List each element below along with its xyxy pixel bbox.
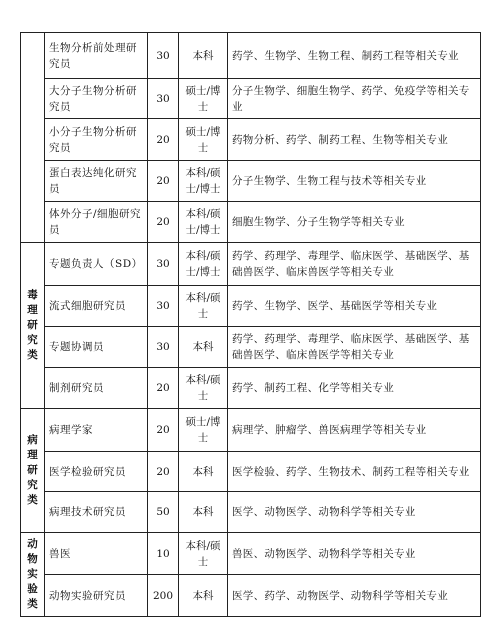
major-cell: 医学、药学、动物医学、动物科学等相关专业 xyxy=(228,575,481,617)
table-row xyxy=(21,452,481,492)
education-cell: 本科/硕士 xyxy=(179,286,228,327)
education-cell: 本科 xyxy=(179,327,228,368)
table-row xyxy=(21,409,481,452)
position-cell: 生物分析前处理研究员 xyxy=(45,33,148,79)
count-cell: 20 xyxy=(148,202,179,243)
major-cell: 兽医、动物医学、动物科学等相关专业 xyxy=(228,533,481,575)
table-row xyxy=(21,202,481,243)
education-cell: 本科 xyxy=(179,492,228,533)
category-label: 毒理研究类 xyxy=(27,289,38,361)
education-cell: 本科 xyxy=(179,575,228,617)
count-cell: 20 xyxy=(148,119,179,161)
major-cell: 药学、制药工程、化学等相关专业 xyxy=(228,368,481,409)
position-cell: 专题负责人（SD） xyxy=(45,243,148,286)
table-row xyxy=(21,492,481,533)
major-cell: 医学、动物医学、动物科学等相关专业 xyxy=(228,492,481,533)
category-cell xyxy=(21,533,45,617)
education-cell: 本科 xyxy=(179,33,228,79)
category-cell xyxy=(21,409,45,533)
education-cell: 硕士/博士 xyxy=(179,119,228,161)
position-cell: 小分子生物分析研究员 xyxy=(45,119,148,161)
position-cell: 流式细胞研究员 xyxy=(45,286,148,327)
education-cell: 本科/硕士/博士 xyxy=(179,202,228,243)
major-cell: 分子生物学、生物工程与技术等相关专业 xyxy=(228,161,481,202)
count-cell: 50 xyxy=(148,492,179,533)
table-row xyxy=(21,33,481,79)
major-cell: 医学检验、药学、生物技术、制药工程等相关专业 xyxy=(228,452,481,492)
recruitment-table xyxy=(20,32,481,617)
count-cell: 30 xyxy=(148,33,179,79)
table-row xyxy=(21,119,481,161)
education-cell: 本科/硕士/博士 xyxy=(179,243,228,286)
major-cell: 病理学、肿瘤学、兽医病理学等相关专业 xyxy=(228,409,481,452)
education-cell: 硕士/博士 xyxy=(179,79,228,119)
category-cell xyxy=(21,33,45,243)
table-row xyxy=(21,286,481,327)
position-cell: 病理学家 xyxy=(45,409,148,452)
recruitment-table-body xyxy=(21,33,481,617)
category-label: 病理研究类 xyxy=(27,434,38,506)
count-cell: 20 xyxy=(148,368,179,409)
education-cell: 本科/硕士 xyxy=(179,368,228,409)
category-label: 动物实验类 xyxy=(27,538,38,610)
count-cell: 20 xyxy=(148,409,179,452)
count-cell: 10 xyxy=(148,533,179,575)
position-cell: 制剂研究员 xyxy=(45,368,148,409)
major-cell: 药物分析、药学、制药工程、生物等相关专业 xyxy=(228,119,481,161)
count-cell: 30 xyxy=(148,327,179,368)
table-row xyxy=(21,368,481,409)
table-row xyxy=(21,327,481,368)
position-cell: 专题协调员 xyxy=(45,327,148,368)
major-cell: 药学、生物学、医学、基础医学等相关专业 xyxy=(228,286,481,327)
table-row xyxy=(21,79,481,119)
major-cell: 药学、药理学、毒理学、临床医学、基础医学、基础兽医学、临床兽医学等相关专业 xyxy=(228,327,481,368)
count-cell: 30 xyxy=(148,79,179,119)
count-cell: 20 xyxy=(148,161,179,202)
position-cell: 兽医 xyxy=(45,533,148,575)
position-cell: 动物实验研究员 xyxy=(45,575,148,617)
count-cell: 30 xyxy=(148,286,179,327)
education-cell: 本科/硕士/博士 xyxy=(179,161,228,202)
table-row xyxy=(21,243,481,286)
major-cell: 细胞生物学、分子生物学等相关专业 xyxy=(228,202,481,243)
count-cell: 20 xyxy=(148,452,179,492)
position-cell: 蛋白表达纯化研究员 xyxy=(45,161,148,202)
count-cell: 200 xyxy=(148,575,179,617)
count-cell: 30 xyxy=(148,243,179,286)
table-row xyxy=(21,575,481,617)
education-cell: 本科 xyxy=(179,452,228,492)
position-cell: 体外分子/细胞研究员 xyxy=(45,202,148,243)
table-row xyxy=(21,533,481,575)
education-cell: 硕士/博士 xyxy=(179,409,228,452)
position-cell: 医学检验研究员 xyxy=(45,452,148,492)
major-cell: 药学、生物学、生物工程、制药工程等相关专业 xyxy=(228,33,481,79)
education-cell: 本科/硕士 xyxy=(179,533,228,575)
table-row xyxy=(21,161,481,202)
category-cell xyxy=(21,243,45,409)
position-cell: 病理技术研究员 xyxy=(45,492,148,533)
major-cell: 分子生物学、细胞生物学、药学、免疫学等相关专业 xyxy=(228,79,481,119)
major-cell: 药学、药理学、毒理学、临床医学、基础医学、基础兽医学、临床兽医学等相关专业 xyxy=(228,243,481,286)
position-cell: 大分子生物分析研究员 xyxy=(45,79,148,119)
